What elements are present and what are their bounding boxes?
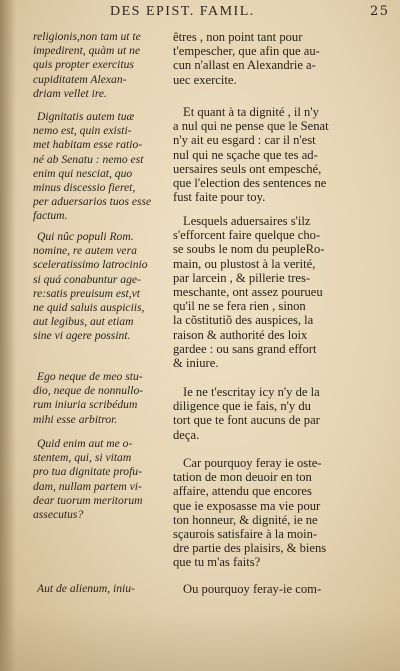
latin-text-line: factum. (33, 209, 68, 223)
french-text-line: Et quant à ta dignité , il n'y (183, 105, 319, 119)
french-paragraph (173, 214, 383, 370)
french-text-line: Car pourquoy feray ie oste- (183, 456, 322, 470)
latin-text-line: nemo est, quin existi- (33, 124, 132, 138)
latin-text-line: pro tua dignitate profu- (33, 465, 142, 479)
page-gutter-shadow (0, 0, 16, 671)
latin-text-line: né ab Senatu : nemo est (33, 152, 144, 166)
french-text-line: dre partie des plaisirs, & biens (173, 541, 327, 556)
french-text-line: t'empescher, que afin que au- (173, 44, 320, 59)
latin-text-line: dear tuorum meritorum (33, 493, 143, 507)
latin-text-line: rum iniuria scribédum (33, 398, 138, 412)
french-text-line: que l'election des sentences ne (173, 175, 327, 190)
page-header (0, 4, 400, 24)
french-text-line: tort que te font aucuns de par (173, 413, 320, 428)
latin-text-line: driam vellet ire. (33, 86, 107, 100)
latin-text-line: assecutus? (33, 507, 84, 521)
french-text-line: diligence que ie fais, n'y du (173, 399, 311, 414)
french-text-line: fust faite pour toy. (173, 190, 266, 205)
french-text-line: se soubs le nom du peupleRo- (173, 242, 325, 257)
latin-text-line: Quid enim aut me o- (37, 437, 133, 450)
latin-paragraph (33, 30, 168, 101)
french-text-line: êtres , non point tant pour (173, 30, 303, 44)
french-text-line: ton honneur, & dignité, ie ne (173, 512, 318, 527)
french-text-line: nul qui ne sçache que tes ad- (173, 147, 318, 162)
french-text-line: la cõstitutiõ des auspices, la (173, 313, 314, 328)
latin-text-line: Ego neque de meo stu- (37, 370, 143, 383)
french-text-line: uec exercite. (173, 72, 237, 87)
french-text-line: main, ou plustost à la verité, (173, 256, 316, 271)
french-text-line: a nul qui ne pense que le Senat (173, 119, 329, 134)
running-head: DES EPIST. FAMIL. (110, 4, 255, 19)
french-paragraph (173, 385, 383, 442)
latin-text-line: minus discessio fieret, (33, 180, 136, 194)
latin-text-line: aut legibus, aut etiam (33, 315, 134, 329)
latin-paragraph (33, 437, 168, 522)
latin-text-line: mihi esse arbitror. (33, 412, 118, 426)
latin-text-line: dam, nullam partem vi- (33, 479, 142, 493)
latin-text-line: impedirent, quàm ut ne (33, 44, 141, 58)
latin-text-line: cupiditatem Alexan- (33, 72, 127, 86)
french-text-line: tation de mon deuoir en ton (173, 470, 312, 485)
french-text-line: Ie ne t'escritay icy n'y de la (183, 385, 320, 399)
french-text-line: qu'il ne se fera rien , sinon (173, 299, 306, 314)
french-text-line: que tu m'as faits? (173, 555, 261, 570)
french-column (173, 30, 383, 650)
latin-text-line: enim qui nesciat, quo (33, 166, 133, 180)
french-text-line: que ie exposasse ma vie pour (173, 498, 321, 513)
french-text-line: n'y ait eu esgard : car il n'est (173, 133, 316, 148)
french-text-line: raison & authorité des loix (173, 327, 308, 342)
french-text-line: s'efforcent faire quelque cho- (173, 228, 321, 243)
latin-text-line: ne quid saluis auspiciis, (33, 300, 145, 314)
french-paragraph (173, 456, 383, 570)
latin-text-line: quis propter exercitus (33, 58, 134, 72)
french-text-line: par larcein , & pillerie tres- (173, 270, 311, 285)
latin-text-line: per aduersarios tuos esse (33, 195, 152, 209)
latin-text-line: stentem, qui, si vitam (33, 451, 132, 465)
page-number: 25 (370, 4, 390, 19)
latin-paragraph (33, 370, 168, 427)
french-text-line: & iniure. (173, 355, 219, 370)
latin-paragraph (33, 110, 168, 224)
latin-text-line: si quá conabuntur age- (33, 272, 141, 286)
french-text-line: gardee : ou sans grand effort (173, 341, 317, 356)
latin-text-line: Aut de alienum, iniu- (37, 582, 135, 595)
french-text-line: Lesquels aduersaires s'ilz (183, 214, 311, 228)
latin-paragraph (33, 230, 168, 344)
french-text-line: deça. (173, 427, 200, 442)
french-text-line: uersaires seuls ont empesché, (173, 161, 322, 176)
french-text-line: meschante, ont assez pourueu (173, 284, 323, 299)
page-edge-stain (0, 611, 400, 671)
french-text-line: affaire, attendu que encores (173, 484, 312, 499)
latin-paragraph (33, 582, 168, 596)
latin-text-line: Qui nûc populi Rom. (37, 230, 134, 243)
latin-text-line: re:satis preuisum est,vt (33, 286, 141, 300)
latin-text-line: dio, neque de nonnullo- (33, 384, 144, 398)
french-text-line: cun n'allast en Alexandrie a- (173, 58, 316, 73)
latin-text-line: met habitam esse ratio- (33, 138, 143, 152)
french-paragraph (173, 105, 383, 204)
french-text-line: Ou pourquoy feray-ie com- (183, 582, 322, 596)
latin-text-line: nomine, re autem vera (33, 244, 137, 258)
french-paragraph (173, 582, 383, 596)
latin-column (33, 30, 168, 650)
latin-text-line: sine vi agere possint. (33, 329, 131, 343)
latin-text-line: Dignitatis autem tuæ (37, 110, 135, 123)
latin-text-line: sceleratissimo latrocinio (33, 258, 148, 272)
french-paragraph (173, 30, 383, 87)
latin-text-line: religionis,non tam ut te (33, 30, 141, 43)
french-text-line: sçaurois satisfaire à la moin- (173, 526, 318, 541)
